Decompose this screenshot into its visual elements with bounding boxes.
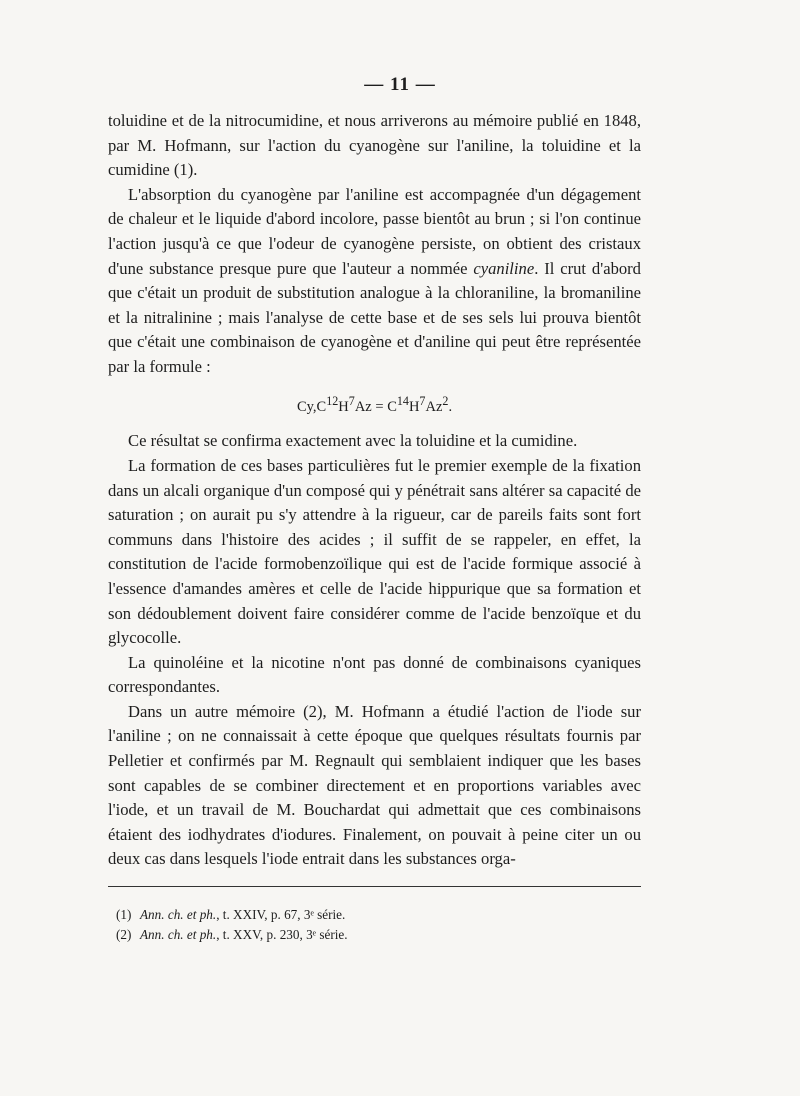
formula-part: C [387, 398, 397, 415]
formula-part: Cy,C [296, 398, 327, 415]
chemical-formula [108, 390, 641, 418]
footnote-detail: , t. XXV, p. 230, 3ᵉ série. [216, 927, 348, 942]
footnote-number: (1) [116, 907, 132, 922]
paragraph [108, 183, 641, 380]
formula-sup: 12 [326, 393, 339, 408]
footnote [116, 925, 636, 945]
formula-part: H [338, 398, 349, 415]
italic-term: cyaniline [473, 258, 535, 278]
formula-part: Az [425, 398, 443, 415]
paragraph: Dans un autre mémoire (2), M. Hofmann a étudié l'action de l'iode sur l'aniline ; on ne connaissait à cette époque que quelques résultats fournis par Pelletier et confirmés par M. Regnault qui semblaient indiquer que les bases sont capables de se combiner directement et en proportions variables avec l'iode, et un travail de M. Bouchardat qui admettait que ces combinaisons étaient des iodhydrates d'iodures. Finalement, on pouvait à peine citer un ou deux cas dans lesquels l'iode entrait dans les substances orga- [108, 701, 641, 869]
footnote-source: Ann. ch. et ph. [140, 907, 217, 922]
formula-sup: 14 [396, 393, 409, 408]
footnote-divider [108, 886, 641, 887]
paragraph: La formation de ces bases particulières fut le premier exemple de la fixation dans un alcali organique d'un composé qui y pénétrait sans altérer sa capacité de saturation ; on aurait pu s'y attendre à la rigueur, car de pareils faits sont fort communs dans l'histoire des acides ; il suffit de se rappeler, en effet, la constitution de l'acide formobenzoïlique qui est de l'acide formique associé à l'essence d'amandes amères et celle de l'acide hippurique que sa formation et son dédoublement doivent faire considérer comme de l'acide benzoïque et du glycocolle. [108, 455, 641, 648]
footnotes [116, 905, 636, 945]
footnote-source: Ann. ch. et ph. [140, 927, 217, 942]
footnote [116, 905, 636, 925]
page-number: — 11 — [364, 74, 436, 95]
formula-part: . [448, 398, 453, 415]
footnote-detail: , t. XXIV, p. 67, 3ᵉ série. [216, 907, 346, 922]
paragraph: Ce résultat se confirma exactement avec la toluidine et la cumidine. [128, 431, 578, 451]
paragraph: toluidine et de la nitrocumidine, et nous arriverons au mémoire publié en 1848, par M. Hofmann, sur l'action du cyanogène sur l'aniline, la toluidine et la cumidine (1). [108, 111, 641, 180]
formula-sup: 7 [419, 393, 426, 408]
formula-part: H [408, 398, 420, 415]
body-text [108, 109, 641, 872]
paragraph-text: . Il crut d'abord que c'était un produit de substitution analogue à la chloraniline, la bromaniline et la nitralinine ; mais l'analyse de cette base et de ses sels lui prouva bientôt que c'était une combinaison de cyanogène et d'aniline qui peut être représentée par la formule : [108, 258, 641, 376]
paragraph: La quinoléine et la nicotine n'ont pas donné de combinaisons cyaniques correspondantes. [108, 652, 641, 697]
formula-sup: 7 [348, 393, 355, 408]
footnote-number: (2) [116, 927, 132, 942]
paragraph-text: L'absorption du cyanogène par l'aniline est accompagnée d'un dégagement de chaleur et le liquide d'abord incolore, passe bientôt au brun ; si l'on continue l'action jusqu'à ce que l'odeur de cyanogène persiste, on obtient des cristaux d'une substance presque pure que l'auteur a nommée [108, 184, 641, 278]
formula-equals: = [371, 398, 388, 415]
formula-part: Az [354, 398, 372, 415]
formula-sup: 2 [442, 393, 449, 408]
